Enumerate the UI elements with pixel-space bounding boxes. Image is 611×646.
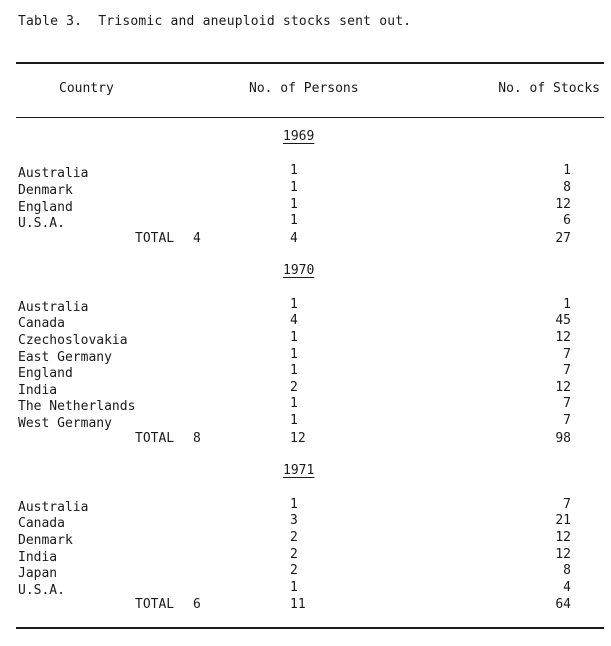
persons-cell: 1 [290, 197, 298, 212]
total-row-1969 [0, 231, 611, 247]
persons-cell: 1 [290, 413, 298, 428]
bottom-rule [16, 627, 604, 629]
stocks-cell: 7 [563, 363, 571, 378]
total-stocks: 27 [555, 231, 571, 246]
header-stocks: No. of Stocks [498, 81, 600, 96]
country-cell: U.S.A. [18, 583, 65, 598]
stocks-cell: 1 [563, 297, 571, 312]
country-cell: Czechoslovakia [18, 333, 128, 348]
top-rule [16, 62, 604, 64]
total-label: TOTAL [135, 231, 175, 246]
total-label: TOTAL [135, 597, 175, 612]
year-heading-1970: 1970 [283, 263, 315, 278]
stocks-cell: 7 [563, 396, 571, 411]
country-cell: Denmark [18, 183, 73, 198]
total-row-1971 [0, 597, 611, 613]
year-heading-1971: 1971 [283, 463, 315, 478]
persons-cell: 1 [290, 396, 298, 411]
stocks-cell: 12 [555, 547, 571, 562]
stocks-cell: 45 [555, 313, 571, 328]
persons-cell: 1 [290, 580, 298, 595]
stocks-cell: 12 [555, 530, 571, 545]
stocks-cell: 12 [555, 197, 571, 212]
stocks-cell: 8 [563, 180, 571, 195]
persons-cell: 2 [290, 380, 298, 395]
persons-cell: 4 [290, 313, 298, 328]
total-row-1970 [0, 431, 611, 447]
table-caption: Table 3. Trisomic and aneuploid stocks sent out. [18, 14, 412, 29]
total-persons: 12 [290, 431, 306, 446]
country-cell: Australia [18, 166, 89, 181]
stocks-cell: 12 [555, 380, 571, 395]
table-row [0, 413, 611, 432]
persons-cell: 1 [290, 213, 298, 228]
year-heading-1969: 1969 [283, 129, 315, 144]
country-cell: Japan [18, 566, 58, 581]
stocks-cell: 1 [563, 163, 571, 178]
country-cell: U.S.A. [18, 216, 65, 231]
persons-cell: 1 [290, 497, 298, 512]
persons-cell: 1 [290, 363, 298, 378]
country-cell: Australia [18, 300, 89, 315]
country-cell: West Germany [18, 416, 112, 431]
persons-cell: 2 [290, 530, 298, 545]
total-country-count: 6 [193, 597, 201, 612]
total-persons: 4 [290, 231, 298, 246]
persons-cell: 1 [290, 347, 298, 362]
stocks-cell: 7 [563, 347, 571, 362]
country-cell: England [18, 200, 73, 215]
persons-cell: 1 [290, 180, 298, 195]
country-cell: Denmark [18, 533, 73, 548]
persons-cell: 3 [290, 513, 298, 528]
total-persons: 11 [290, 597, 306, 612]
total-country-count: 4 [193, 231, 201, 246]
country-cell: Canada [18, 316, 65, 331]
total-stocks: 64 [555, 597, 571, 612]
persons-cell: 1 [290, 163, 298, 178]
country-cell: East Germany [18, 350, 112, 365]
stocks-cell: 8 [563, 563, 571, 578]
country-cell: Canada [18, 516, 65, 531]
stocks-cell: 4 [563, 580, 571, 595]
country-cell: England [18, 366, 73, 381]
header-persons: No. of Persons [249, 81, 359, 96]
persons-cell: 2 [290, 563, 298, 578]
country-cell: India [18, 383, 58, 398]
stocks-cell: 21 [555, 513, 571, 528]
stocks-cell: 7 [563, 497, 571, 512]
table-row [0, 213, 611, 232]
persons-cell: 1 [290, 297, 298, 312]
total-stocks: 98 [555, 431, 571, 446]
total-country-count: 8 [193, 431, 201, 446]
stocks-cell: 6 [563, 213, 571, 228]
stocks-cell: 12 [555, 330, 571, 345]
country-cell: Australia [18, 500, 89, 515]
total-label: TOTAL [135, 431, 175, 446]
country-cell: The Netherlands [18, 399, 136, 414]
stocks-cell: 7 [563, 413, 571, 428]
header-rule [16, 117, 604, 118]
country-cell: India [18, 550, 58, 565]
persons-cell: 1 [290, 330, 298, 345]
header-country: Country [59, 81, 114, 96]
persons-cell: 2 [290, 547, 298, 562]
